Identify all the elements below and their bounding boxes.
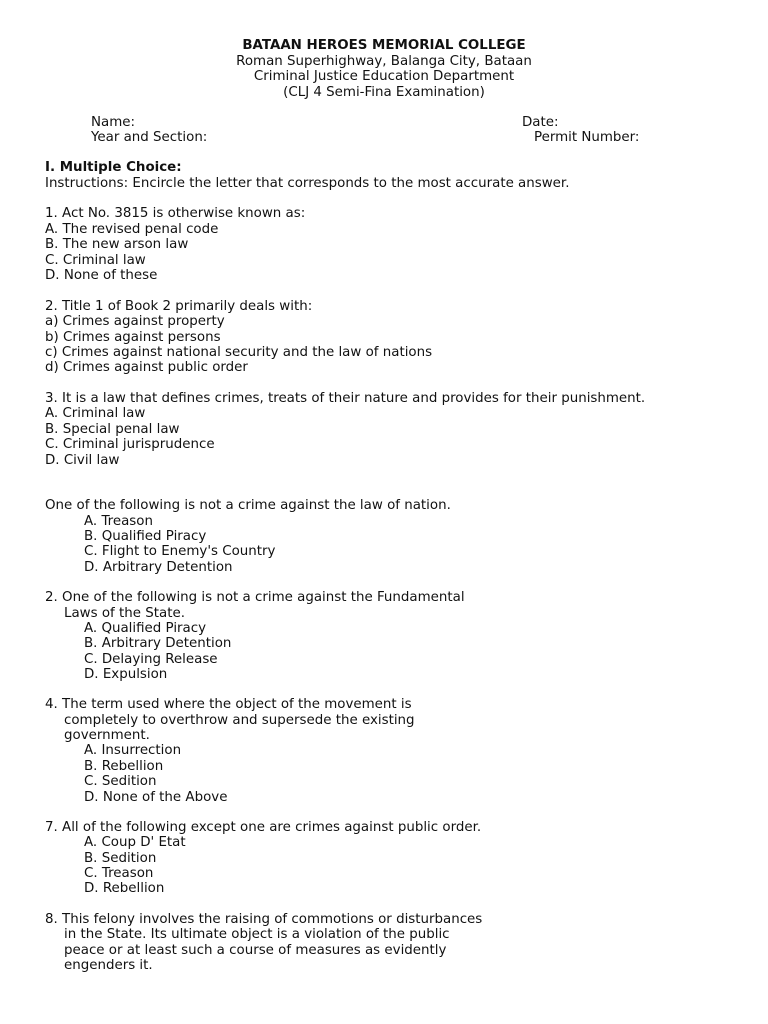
section-title: I. Multiple Choice: [45,160,182,175]
choice-a: A. The revised penal code [45,222,219,237]
choice-c: C. Flight to Enemy's Country [84,544,276,559]
choice-a: a) Crimes against property [45,314,225,329]
year-section-field-label: Year and Section: [91,130,208,145]
question-stem: 7. All of the following except one are crimes against public order. [45,820,482,835]
question-stem-continued: completely to overthrow and supersede the existing [64,713,415,728]
choice-a: A. Treason [84,514,153,529]
question-stem: 2. Title 1 of Book 2 primarily deals with: [45,299,313,314]
choice-d: D. None of these [45,268,158,283]
choice-b: B. Rebellion [84,759,164,774]
choice-d: D. Expulsion [84,667,168,682]
choice-c: C. Sedition [84,774,157,789]
question-stem: 2. One of the following is not a crime against the Fundamental [45,590,465,605]
question-stem: 3. It is a law that defines crimes, treats of their nature and provides for their punishment. [45,391,646,406]
choice-d: D. Civil law [45,453,120,468]
question-stem-continued: Laws of the State. [64,606,185,621]
section-instructions: Instructions: Encircle the letter that corresponds to the most accurate answer. [45,176,570,191]
choice-c: c) Crimes against national security and the law of nations [45,345,433,360]
choice-c: C. Criminal jurisprudence [45,437,215,452]
choice-d: D. Arbitrary Detention [84,560,233,575]
choice-b: B. Qualified Piracy [84,529,207,544]
choice-b: B. The new arson law [45,237,189,252]
question-stem-continued: in the State. Its ultimate object is a violation of the public [64,927,450,942]
name-field-label: Name: [91,115,136,130]
choice-a: A. Insurrection [84,743,182,758]
choice-b: B. Special penal law [45,422,180,437]
question-stem: 1. Act No. 3815 is otherwise known as: [45,206,306,221]
choice-b: B. Sedition [84,851,157,866]
question-stem-continued: engenders it. [64,958,153,973]
choice-b: b) Crimes against persons [45,330,221,345]
permit-number-field-label: Permit Number: [534,130,640,145]
choice-d: D. None of the Above [84,790,228,805]
department-name: Criminal Justice Education Department [253,69,515,84]
exam-title: (CLJ 4 Semi-Fina Examination) [283,85,485,100]
choice-d: d) Crimes against public order [45,360,248,375]
date-field-label: Date: [522,115,559,130]
question-stem-continued: peace or at least such a course of measures as evidently [64,943,447,958]
question-stem-continued: government. [64,728,150,743]
choice-a: A. Coup D' Etat [84,835,186,850]
choice-c: C. Criminal law [45,253,146,268]
choice-c: C. Treason [84,866,154,881]
choice-a: A. Qualified Piracy [84,621,207,636]
choice-b: B. Arbitrary Detention [84,636,232,651]
choice-a: A. Criminal law [45,406,146,421]
choice-c: C. Delaying Release [84,652,218,667]
question-stem: 4. The term used where the object of the movement is [45,697,412,712]
question-stem: 8. This felony involves the raising of commotions or disturbances [45,912,483,927]
college-address: Roman Superhighway, Balanga City, Bataan [236,54,532,69]
choice-d: D. Rebellion [84,881,165,896]
college-name: BATAAN HEROES MEMORIAL COLLEGE [242,38,526,53]
question-stem: One of the following is not a crime against the law of nation. [45,498,451,513]
